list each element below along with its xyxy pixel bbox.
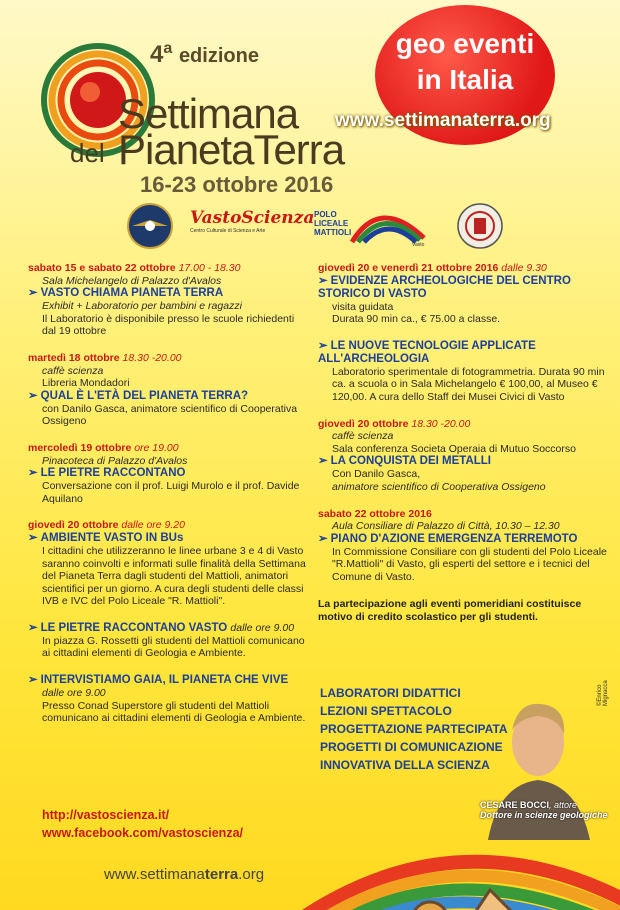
polo-liceale-sub: Vasto xyxy=(412,242,425,248)
badge-line1: geo eventi xyxy=(395,28,535,59)
credit-notice: La partecipazione agli eventi pomeridiani costituisce motivo di credito scolastico per gli studenti. xyxy=(318,597,582,623)
arrow-icon: ➢ xyxy=(318,339,328,352)
arrow-icon: ➢ xyxy=(28,674,38,687)
arrow-icon: ➢ xyxy=(318,274,328,287)
edition-label: 4$^a$ edizione xyxy=(150,40,259,68)
event-item: sabato 22 ottobre 2016 Aula Consiliare di Palazzo di Città, 10.30 – 12.30 ➢ PIANO D'AZIONE EMERGENZA TERREMOTO In Commissione Consiliare con gli studenti del Polo Liceale "R.Mattioli" di Vasto, gli esperti del settore e i tecnici del Comune di Vasto. xyxy=(318,507,607,583)
badge-line2: in Italia xyxy=(416,64,514,95)
arrow-icon: ➢ xyxy=(318,532,328,545)
event-item: mercoledì 19 ottobre ore 19.00 Pinacoteca di Palazzo d'Avalos ➢ LE PIETRE RACCONTANO Conversazione con il prof. Luigi Murolo e il prof. Davide Aquilano xyxy=(28,441,300,505)
site-link-top[interactable]: www.settimanaterra.org xyxy=(335,110,551,131)
title-del: del xyxy=(70,138,105,168)
event-item: ➢ INTERVISTIAMO GAIA, IL PIANETA CHE VIVE dalle ore 9.00 Presso Conad Superstore gli studenti del Mattioli comunicano ai cittadini elementi di Geologia e Ambiente. xyxy=(28,674,306,725)
event-item: giovedì 20 ottobre dalle ore 9.20 ➢ AMBIENTE VASTO IN BUs I cittadini che utilizzeranno le linee urbane 3 e 4 di Vasto saranno coinvolti e informati sulle finalità della Settimana del Pianeta Terra dagli studenti del Mattioli, animatori scientifici per un giorno. A cura degli studenti delle classi IVB e IVC del Polo Liceale "R. Mattioli". xyxy=(28,519,306,608)
person-caption: CESARE BOCCI, attore Dottore in scienze geologiche xyxy=(480,800,608,820)
arrow-icon: ➢ xyxy=(318,455,328,468)
photo-credit: ©Enrico Mignacca xyxy=(597,680,609,706)
event-item: sabato 15 e sabato 22 ottobre 17.00 - 18.30 Sala Michelangelo di Palazzo d'Avalos ➢ VASTO CHIAMA PIANETA TERRA Exhibit + Laboratorio per bambini e ragazzi Il Laboratorio è disponibile presso le scuole richiedenti dal 19 ottobre xyxy=(28,262,295,338)
polo-liceale-logo-text: POLO LICEALE MATTIOLI xyxy=(314,210,352,237)
arrow-icon: ➢ xyxy=(28,467,38,480)
event-item: ➢ LE PIETRE RACCONTANO VASTO dalle ore 9.00 In piazza G. Rossetti gli studenti del Mattioli comunicano ai cittadini elementi di Geologia e Ambiente. xyxy=(28,621,305,660)
polo-liceale-logo-icon xyxy=(350,202,426,246)
sponsor-logos xyxy=(0,196,620,254)
links xyxy=(42,806,243,842)
left-column xyxy=(28,262,310,739)
labs-item: PROGETTI DI COMUNICAZIONE xyxy=(320,740,503,754)
labs-item: LABORATORI DIDATTICI xyxy=(320,686,461,700)
event-item: martedì 18 ottobre 18.30 -20.00 caffè scienza Libreria Mondadori ➢ QUAL È L'ETÀ DEL PIANETA TERRA? con Danilo Gasca, animatore scientifico di Cooperativa Ossigeno xyxy=(28,351,298,428)
vastoscienza-link[interactable]: http://vastoscienza.it/ xyxy=(42,808,170,822)
labs-item: PROGETTAZIONE PARTECIPATA xyxy=(320,722,508,736)
title-settimana: Settimana xyxy=(118,90,299,137)
facebook-link[interactable]: www.facebook.com/vastoscienza/ xyxy=(42,826,243,840)
arrow-icon: ➢ xyxy=(28,621,38,634)
arrow-icon: ➢ xyxy=(28,287,38,300)
arrow-icon: ➢ xyxy=(28,389,38,402)
labs-item: LEZIONI SPETTACOLO xyxy=(320,704,452,718)
site-link-bottom[interactable]: www.settimanaterra.org xyxy=(104,866,265,883)
vastoscienza-logo: VastoScienza Centro Culturale di Scienza e Arte xyxy=(190,208,315,234)
title-pianeta-terra: PianetaTerra xyxy=(118,126,345,173)
labs-item: INNOVATIVA DELLA SCIENZA xyxy=(320,758,490,772)
event-item: ➢ LE NUOVE TECNOLOGIE APPLICATE ALL'ARCHEOLOGIA Laboratorio sperimentale di fotogrammetria. Durata 90 min ca. a scuola o in Sala Michelangelo € 100,00, al Museo € 120,00. A cura dello Staff dei Musei Civici di Vasto xyxy=(318,339,605,403)
event-item: giovedì 20 ottobre 18.30 -20.00 caffè scienza Sala conferenza Societa Operaia di Mutuo Soccorso ➢ LA CONQUISTA DEI METALLI Con Danilo Gasca, animatore scientifico di Cooperativa Ossigeno xyxy=(318,417,576,493)
aeronautica-logo-icon xyxy=(126,202,174,250)
right-column xyxy=(318,262,614,624)
comune-vasto-crest-icon xyxy=(456,202,504,250)
arrow-icon: ➢ xyxy=(28,531,38,544)
event-dates: 16-23 ottobre 2016 xyxy=(140,172,334,197)
event-item: giovedì 20 e venerdì 21 ottobre 2016 dalle 9.30 ➢ EVIDENZE ARCHEOLOGICHE DEL CENTRO STORICO DI VASTO visita guidata Durata 90 min ca., € 75.00 a classe. xyxy=(318,262,571,326)
